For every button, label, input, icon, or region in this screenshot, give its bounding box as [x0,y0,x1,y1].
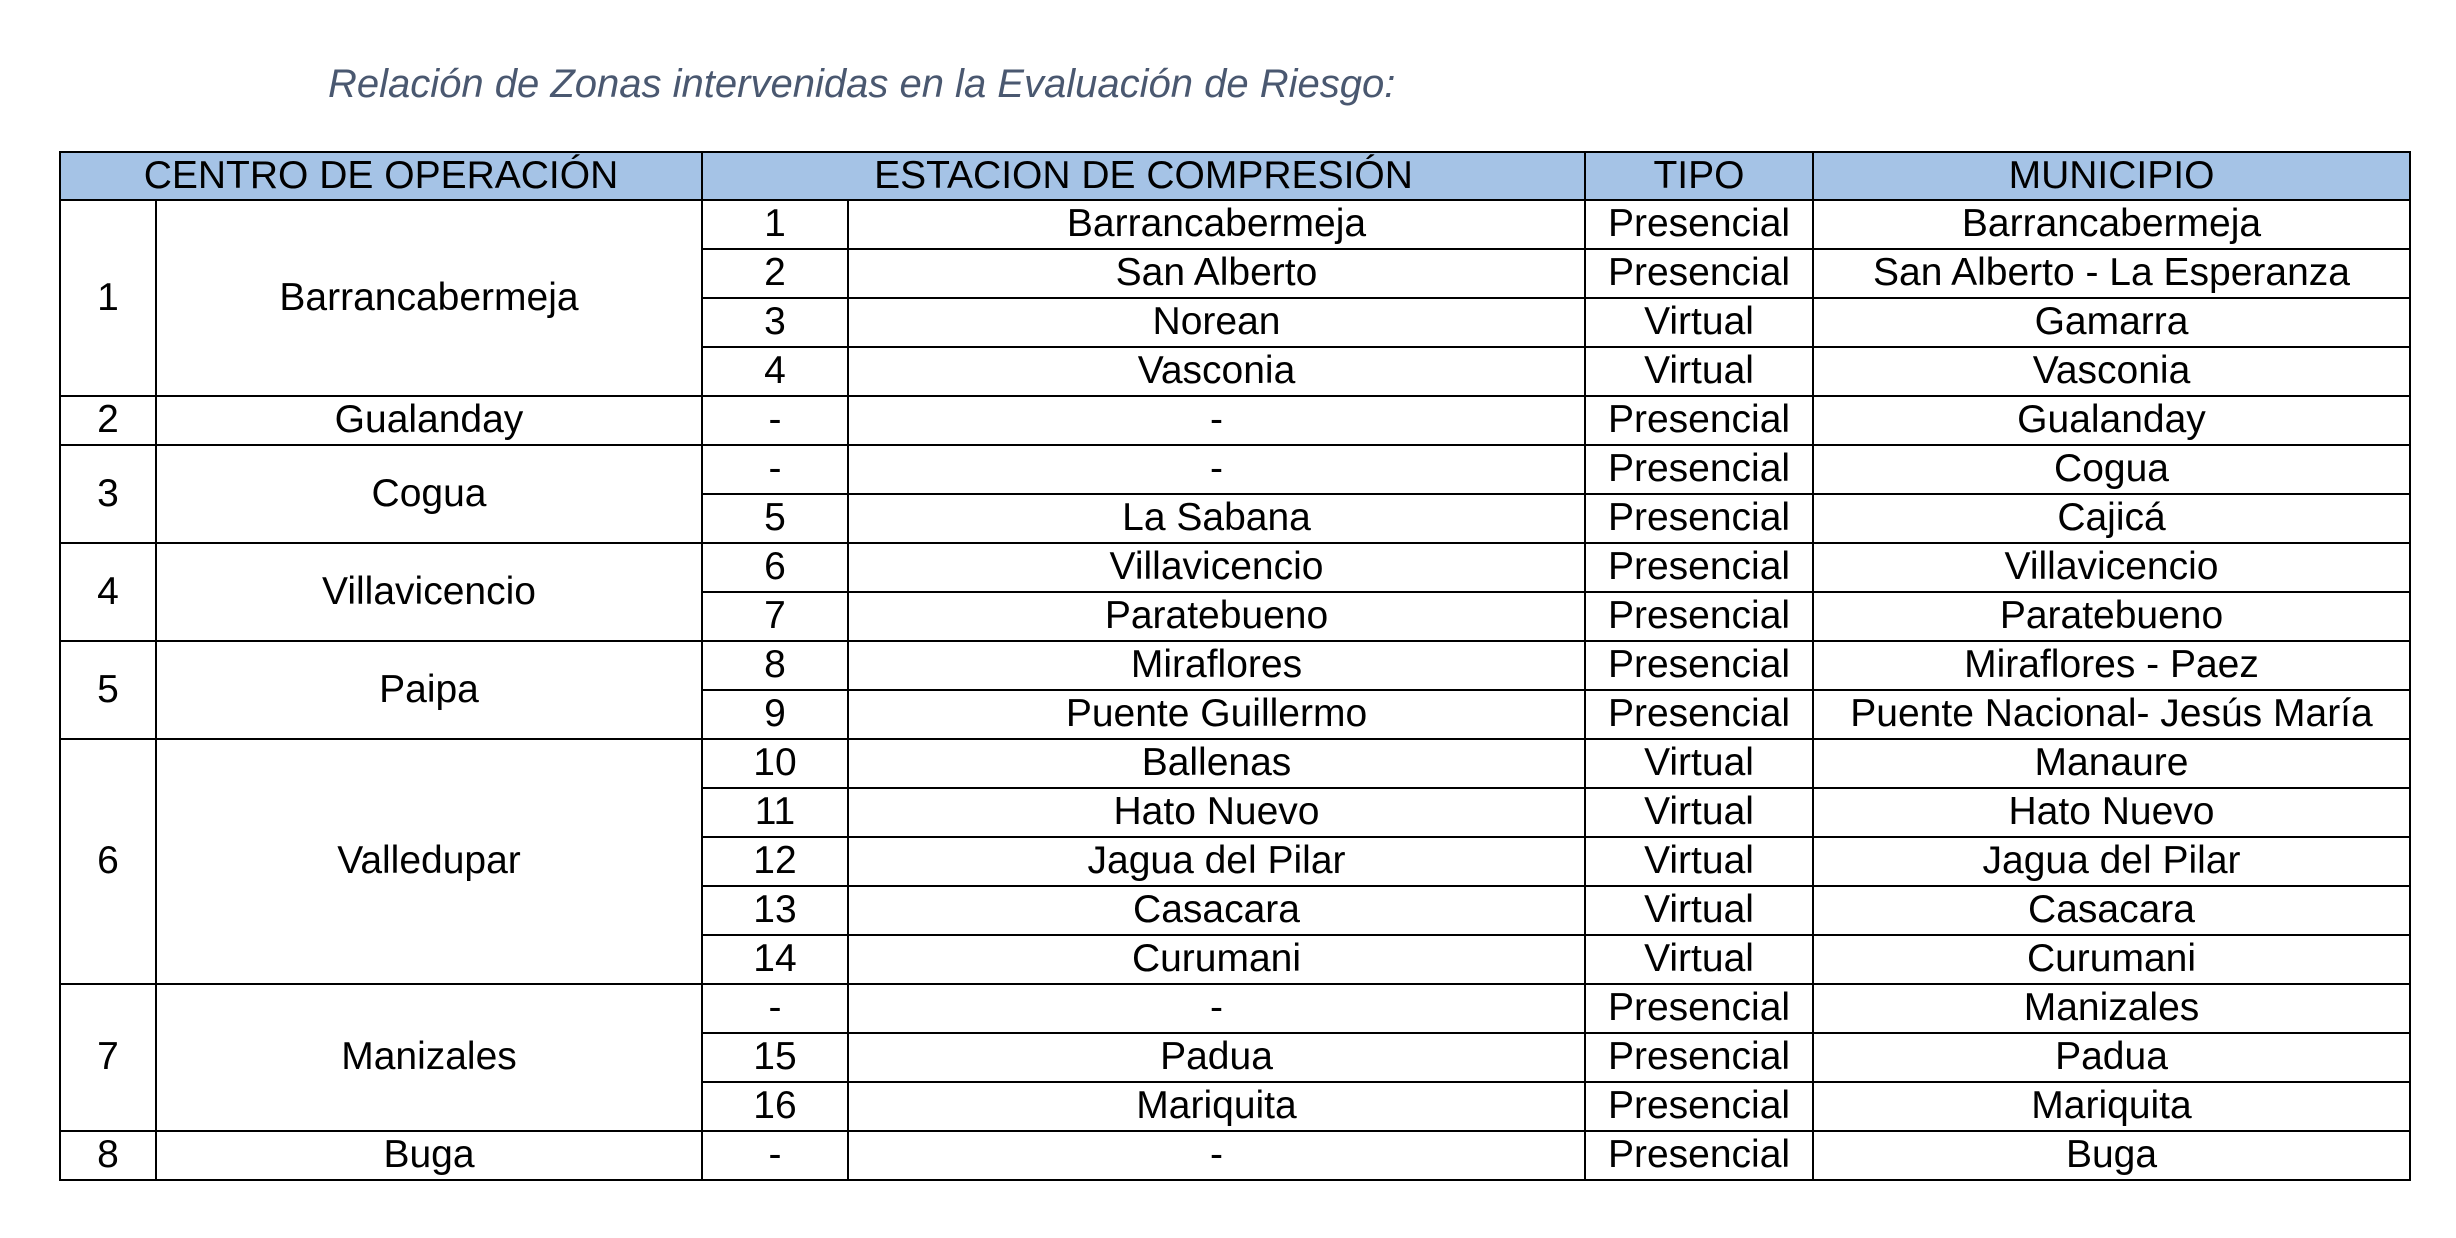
municipio-cell: San Alberto - La Esperanza [1813,249,2410,298]
station-number: 3 [702,298,848,347]
municipio-cell: Barrancabermeja [1813,200,2410,249]
station-number: 13 [702,886,848,935]
station-name: Curumani [848,935,1585,984]
table-row [60,739,2410,788]
station-number: 5 [702,494,848,543]
header-row [60,152,2410,200]
page-title: Relación de Zonas intervenidas en la Evaluación de Riesgo: [328,62,1396,106]
municipio-cell: Curumani [1813,935,2410,984]
tipo-cell: Presencial [1585,641,1813,690]
table-row [60,984,2410,1033]
tipo-cell: Virtual [1585,347,1813,396]
station-number: 1 [702,200,848,249]
centro-number: 2 [60,396,156,445]
zones-table [59,151,2411,1181]
tipo-cell: Presencial [1585,249,1813,298]
tipo-cell: Presencial [1585,984,1813,1033]
header-centro-operacion: CENTRO DE OPERACIÓN [60,152,702,200]
table-row [60,1131,2410,1180]
table-row [60,543,2410,592]
station-number: 10 [702,739,848,788]
municipio-cell: Miraflores - Paez [1813,641,2410,690]
centro-number: 8 [60,1131,156,1180]
station-number: - [702,984,848,1033]
tipo-cell: Presencial [1585,200,1813,249]
tipo-cell: Virtual [1585,935,1813,984]
centro-name: Barrancabermeja [156,200,702,396]
municipio-cell: Cajicá [1813,494,2410,543]
municipio-cell: Cogua [1813,445,2410,494]
station-number: - [702,445,848,494]
station-name: La Sabana [848,494,1585,543]
municipio-cell: Manaure [1813,739,2410,788]
station-name: Ballenas [848,739,1585,788]
station-name: Norean [848,298,1585,347]
tipo-cell: Presencial [1585,1033,1813,1082]
municipio-cell: Jagua del Pilar [1813,837,2410,886]
tipo-cell: Presencial [1585,1082,1813,1131]
station-name: - [848,1131,1585,1180]
municipio-cell: Gualanday [1813,396,2410,445]
station-name: Puente Guillermo [848,690,1585,739]
municipio-cell: Padua [1813,1033,2410,1082]
tipo-cell: Presencial [1585,690,1813,739]
tipo-cell: Presencial [1585,543,1813,592]
tipo-cell: Virtual [1585,837,1813,886]
station-number: 15 [702,1033,848,1082]
municipio-cell: Vasconia [1813,347,2410,396]
station-number: 6 [702,543,848,592]
station-number: 9 [702,690,848,739]
station-number: 12 [702,837,848,886]
station-number: 14 [702,935,848,984]
tipo-cell: Virtual [1585,739,1813,788]
municipio-cell: Villavicencio [1813,543,2410,592]
station-number: - [702,396,848,445]
centro-name: Cogua [156,445,702,543]
tipo-cell: Presencial [1585,1131,1813,1180]
station-number: 11 [702,788,848,837]
centro-name: Gualanday [156,396,702,445]
station-name: Casacara [848,886,1585,935]
municipio-cell: Hato Nuevo [1813,788,2410,837]
station-name: - [848,445,1585,494]
table-header [60,152,2410,200]
station-name: Padua [848,1033,1585,1082]
station-name: - [848,984,1585,1033]
station-name: Miraflores [848,641,1585,690]
municipio-cell: Mariquita [1813,1082,2410,1131]
station-name: Paratebueno [848,592,1585,641]
station-name: - [848,396,1585,445]
municipio-cell: Paratebueno [1813,592,2410,641]
station-name: Hato Nuevo [848,788,1585,837]
station-number: 4 [702,347,848,396]
station-number: 16 [702,1082,848,1131]
header-municipio: MUNICIPIO [1813,152,2410,200]
centro-number: 5 [60,641,156,739]
centro-name: Paipa [156,641,702,739]
centro-name: Villavicencio [156,543,702,641]
municipio-cell: Manizales [1813,984,2410,1033]
header-estacion-compresion: ESTACION DE COMPRESIÓN [702,152,1585,200]
station-number: 2 [702,249,848,298]
centro-number: 1 [60,200,156,396]
station-number: 8 [702,641,848,690]
station-name: Jagua del Pilar [848,837,1585,886]
table-body [60,200,2410,1180]
tipo-cell: Presencial [1585,592,1813,641]
table-row [60,641,2410,690]
header-tipo: TIPO [1585,152,1813,200]
station-name: Barrancabermeja [848,200,1585,249]
tipo-cell: Presencial [1585,445,1813,494]
tipo-cell: Virtual [1585,298,1813,347]
municipio-cell: Puente Nacional- Jesús María [1813,690,2410,739]
centro-name: Valledupar [156,739,702,984]
tipo-cell: Virtual [1585,886,1813,935]
centro-name: Manizales [156,984,702,1131]
municipio-cell: Gamarra [1813,298,2410,347]
station-name: Mariquita [848,1082,1585,1131]
tipo-cell: Virtual [1585,788,1813,837]
station-number: 7 [702,592,848,641]
tipo-cell: Presencial [1585,396,1813,445]
station-name: Villavicencio [848,543,1585,592]
table-row [60,445,2410,494]
station-name: San Alberto [848,249,1585,298]
table-row [60,200,2410,249]
centro-number: 3 [60,445,156,543]
tipo-cell: Presencial [1585,494,1813,543]
centro-number: 6 [60,739,156,984]
municipio-cell: Casacara [1813,886,2410,935]
centro-name: Buga [156,1131,702,1180]
centro-number: 7 [60,984,156,1131]
station-name: Vasconia [848,347,1585,396]
station-number: - [702,1131,848,1180]
municipio-cell: Buga [1813,1131,2410,1180]
centro-number: 4 [60,543,156,641]
table-row [60,396,2410,445]
